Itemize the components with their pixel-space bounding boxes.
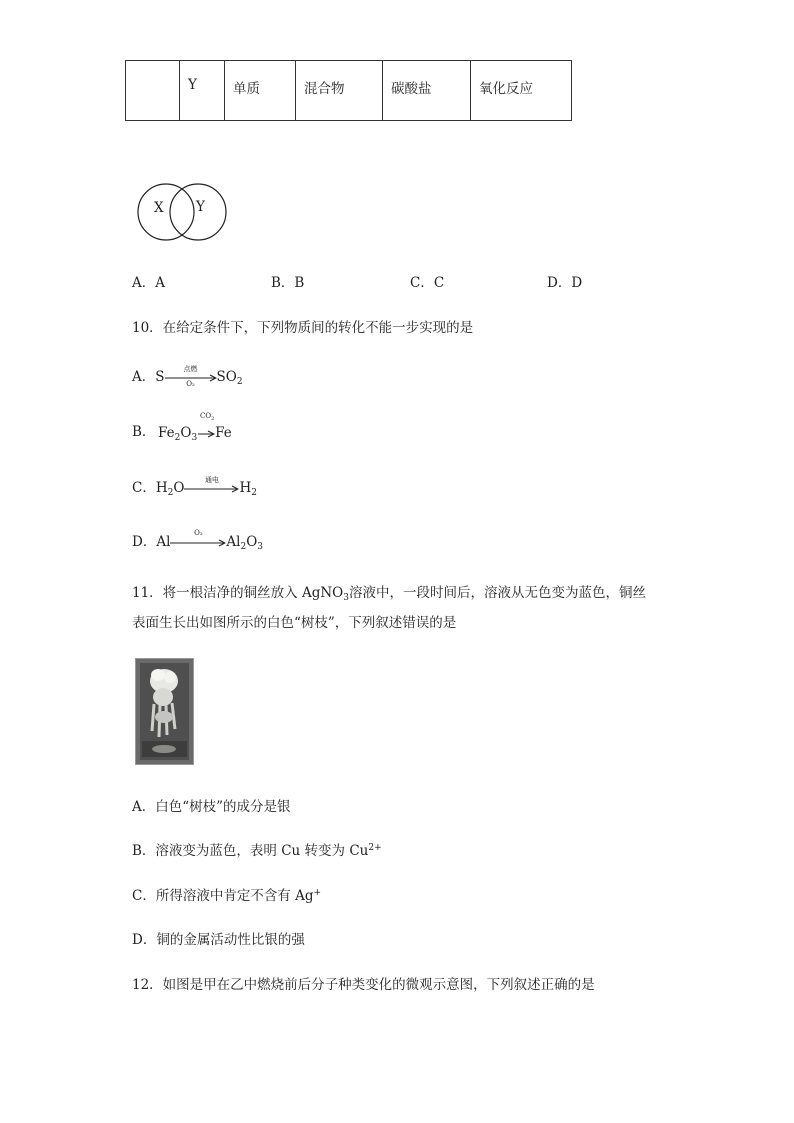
q9-option-a: A．A bbox=[132, 275, 165, 291]
subscript: 2 bbox=[240, 542, 247, 552]
q11-option-a: A．白色“树枝”的成分是银 bbox=[132, 799, 291, 815]
table-cell: 单质 bbox=[225, 61, 296, 121]
q10-option-d bbox=[132, 530, 263, 552]
q11-option-d: D．铜的金属活动性比银的强 bbox=[132, 932, 305, 948]
formula: Al bbox=[226, 534, 241, 550]
q10-option-c bbox=[132, 476, 257, 498]
superscript: 2+ bbox=[368, 843, 382, 853]
q11-stem-line1: 11．将一根洁净的铜丝放入 AgNO$_3$溶液中，一段时间后，溶液从无色变为蓝色，铜丝 bbox=[132, 585, 646, 603]
q11-option-c: C．所得溶液中肯定不含有 Ag+ bbox=[132, 888, 322, 904]
formula: H bbox=[239, 480, 252, 496]
subscript: 2 bbox=[236, 377, 243, 387]
subscript: 2 bbox=[251, 488, 257, 498]
subscript: 3 bbox=[191, 433, 198, 443]
q9-option-c: C．C bbox=[410, 275, 445, 291]
table-cell bbox=[126, 61, 180, 121]
silver-tree-image bbox=[136, 659, 193, 764]
reaction-arrow bbox=[197, 429, 215, 439]
table-row bbox=[126, 61, 572, 121]
q10-option-a bbox=[132, 365, 243, 387]
q10-option-b-prefix: B． bbox=[132, 424, 156, 440]
table-cell: Y bbox=[180, 61, 225, 121]
venn-circle-x bbox=[138, 184, 194, 240]
table-cell: 碳酸盐 bbox=[383, 61, 471, 121]
formula: H bbox=[155, 480, 168, 496]
q10-option-b bbox=[158, 425, 232, 443]
q10-stem: 10．在给定条件下，下列物质间的转化不能一步实现的是 bbox=[132, 320, 474, 336]
table-cell: 氧化反应 bbox=[471, 61, 572, 121]
formula: O bbox=[173, 480, 185, 496]
subscript: 3 bbox=[343, 593, 349, 603]
reaction-condition: 点燃 bbox=[183, 364, 198, 373]
classification-table bbox=[125, 60, 572, 121]
reaction-condition: O₂ bbox=[194, 528, 203, 537]
q11-option-b: B．溶液变为蓝色，表明 Cu 转变为 $Cu^{2+}$ bbox=[132, 843, 382, 859]
reaction-arrow bbox=[184, 475, 239, 494]
formula: Al bbox=[156, 534, 171, 550]
subscript: 2 bbox=[211, 416, 215, 422]
venn-label-y: Y bbox=[196, 199, 205, 215]
copper-wire-photo bbox=[135, 658, 194, 765]
formula: SO bbox=[216, 369, 237, 385]
subscript: 3 bbox=[257, 542, 264, 552]
q12-stem: 12．如图是甲在乙中燃烧前后分子种类变化的微观示意图，下列叙述正确的是 bbox=[132, 977, 595, 993]
formula: O bbox=[180, 425, 192, 441]
reaction-arrow bbox=[165, 364, 217, 388]
reaction-condition: O₂ bbox=[186, 379, 195, 388]
formula: Fe bbox=[215, 425, 232, 441]
option-prefix: C． bbox=[132, 480, 156, 496]
venn-diagram bbox=[135, 182, 230, 242]
option-prefix: A． bbox=[132, 369, 156, 385]
option-prefix: D． bbox=[132, 534, 157, 550]
subscript: 2 bbox=[174, 433, 181, 443]
subscript: 2 bbox=[167, 488, 174, 498]
q9-option-d: D．D bbox=[547, 275, 583, 291]
reaction-arrow bbox=[170, 528, 226, 548]
formula: Fe bbox=[158, 425, 175, 441]
reaction-condition: 通电 bbox=[204, 475, 219, 484]
superscript: + bbox=[313, 888, 322, 898]
formula: S bbox=[155, 369, 165, 385]
q11-stem-line2: 表面生长出如图所示的白色“树枝”，下列叙述错误的是 bbox=[132, 615, 457, 631]
formula: O bbox=[246, 534, 258, 550]
reaction-condition: $CO_2$ bbox=[200, 412, 215, 422]
q9-option-b: B．B bbox=[271, 275, 305, 291]
table-cell: 混合物 bbox=[296, 61, 383, 121]
venn-label-x: X bbox=[154, 200, 164, 216]
